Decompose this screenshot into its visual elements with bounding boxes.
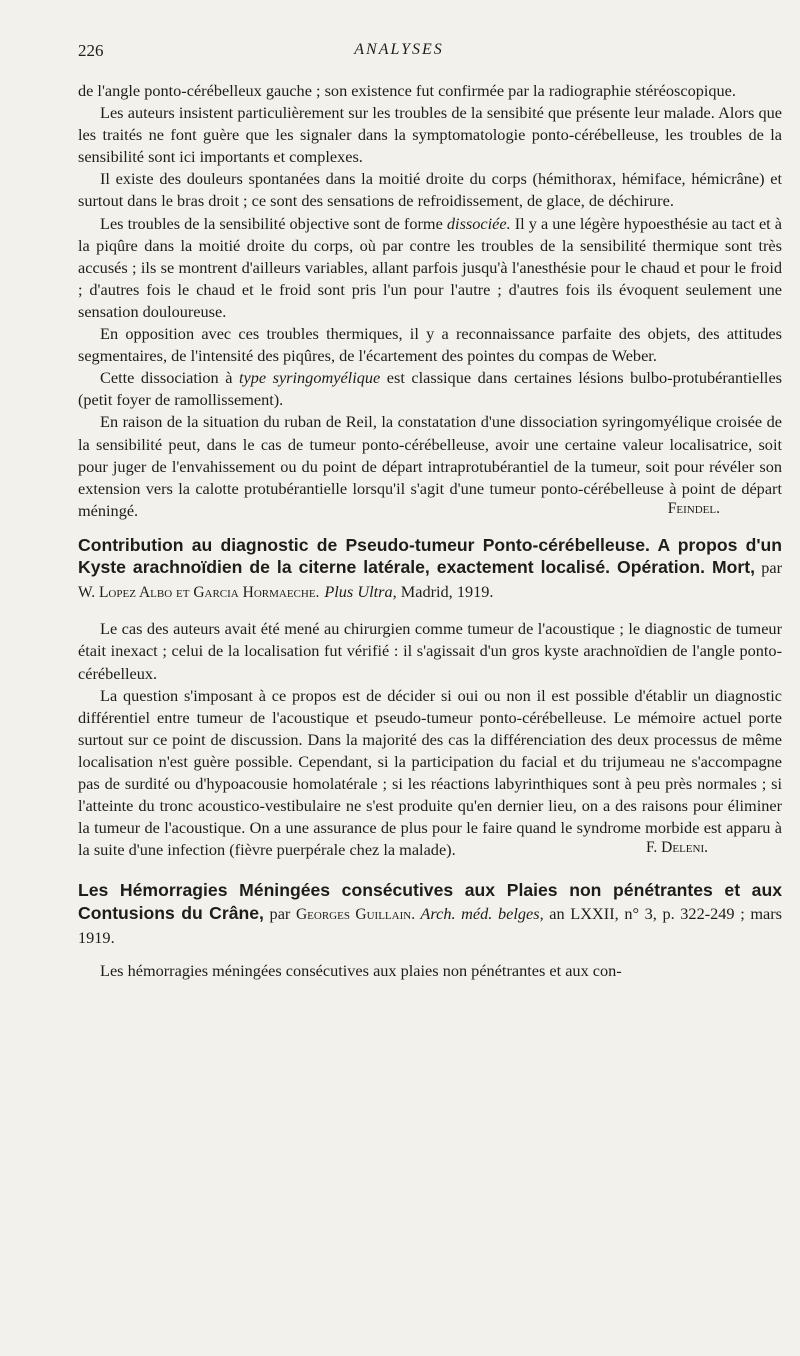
title-text: Les Hémorragies Méningées consécutives aux Plaies non pénétrantes et aux Contusions du Crâne, <box>78 880 782 923</box>
emphasis: dissociée. <box>446 213 511 233</box>
paragraph: Les hémorragies méningées consécutives aux plaies non pénétrantes et aux con- <box>100 960 622 980</box>
article-block <box>78 534 782 858</box>
paragraph <box>78 213 782 323</box>
paragraph: Il existe des douleurs spontanées dans la moitié droite du corps (hémithorax, hémiface, hémicrâne) et surtout dans le bras droit ; ce sont des sensations de refroidissement, de glace, de déchirure. <box>78 169 782 211</box>
article-block <box>78 879 782 982</box>
article-source: Arch. méd. belges, <box>415 903 544 923</box>
paragraph <box>78 367 782 411</box>
page-body <box>78 80 782 982</box>
paragraph: En opposition avec ces troubles thermiques, il y a reconnaissance parfaite des objets, des attitudes segmentaires, de l'intensité des piqûres, de l'écartement des pointes du compas de Weber. <box>78 324 782 366</box>
article-source-detail: Madrid, 1919. <box>396 581 494 601</box>
signature: Feindel. <box>667 499 720 517</box>
paragraph: Le cas des auteurs avait été mené au chirurgien comme tumeur de l'acoustique ; le diagnostic de tumeur était inexact ; celui de la localisation fut vérifié : il s'agissait d'un gros kyste arachnoïdien de l'angle ponto-cérébelleux. <box>78 619 782 683</box>
article-title <box>78 879 782 950</box>
text-run: Cette dissociation à <box>100 368 239 388</box>
emphasis: type syringomyélique <box>238 368 381 388</box>
par-text: par <box>263 903 296 923</box>
page-number: 226 <box>78 41 104 60</box>
spacer <box>78 604 782 618</box>
paragraph: La question s'imposant à ce propos est de décider si oui ou non il est possible d'établir un diagnostic différentiel entre tumeur de l'acoustique et pseudo-tumeur ponto-cérébelleuse. Le mémoire actuel porte surtout sur ce point de discussion. Dans la majorité des cas la différenciation des deux processus de même localisation n'est guère possible. Cependant, si la participation du facial et du trijumeau ne s'accompagne pas de surdité ou d'hypoacousie homolatérale ; si les réactions labyrinthiques sont à peu près normales ; si l'atteinte du tronc acoustico-vestibulaire ne s'est produite qu'en dernier lieu, on a des raisons pour éliminer la tumeur de l'acoustique. On a une assurance de plus pour le faire quand le syndrome morbide est apparu à la suite d'une infection (fièvre puerpérale chez la malade). <box>78 685 782 860</box>
spacer <box>78 950 782 960</box>
article-authors: W. Lopez Albo et Garcia Hormaeche. <box>78 583 320 601</box>
paragraph: Les auteurs insistent particulièrement sur les troubles de la sensibité que présente leur malade. Alors que les traités ne font guère que les signaler dans la symptomatologie ponto-cérébelleuse, les troubles de la sensibilité sont ici importants et complexes. <box>78 103 782 167</box>
signature: F. Deleni. <box>646 839 708 857</box>
text-run: Les troubles de la sensibilité objective sont de forme <box>100 213 447 233</box>
article-source: Plus Ultra, <box>324 581 397 601</box>
article-title <box>78 534 782 605</box>
title-text: Contribution au diagnostic de Pseudo-tumeur Ponto-cérébelleuse. A propos d'un Kyste arachnoïdien de la citerne latérale, exactement localisé. Opération. Mort, <box>78 534 782 578</box>
running-title: ANALYSES <box>354 41 444 58</box>
text-run: Il y a une légère hypoesthésie au tact et à la piqûre dans la moitié droite du corps, où par contre les troubles de la sensibilité thermique sont très accusés ; ils se montrent d'ailleurs variables, allant parfois jusqu'à l'anesthésie pour le chaud et pour le froid ; d'autres fois le chaud et le froid sont pris l'un pour l'autre ; d'autres fois ils évoquent seulement une sensation douloureuse. <box>78 213 783 321</box>
paragraph: de l'angle ponto-cérébelleux gauche ; son existence fut confirmée par la radiographie stéréoscopique. <box>78 81 736 100</box>
article-source-detail: an LXXII, n° 3, p. 322-249 ; mars 1919. <box>78 903 783 948</box>
text-run: est classique dans certaines lésions bulbo-protubérantielles (petit foyer de ramollissement). <box>78 368 783 410</box>
page-header <box>78 41 720 63</box>
article-authors: Georges Guillain. <box>295 905 416 923</box>
paragraph: En raison de la situation du ruban de Reil, la constatation d'une dissociation syringomyélique croisée de la sensibilité peut, dans le cas de tumeur ponto-cérébelleuse, avoir une certaine valeur localisatrice, soit pour juger de l'envahissement ou du point de départ intraprotubérantiel de la tumeur, soit pour révéler son extension vers la calotte protubérantielle lorsqu'il s'agit d'une tumeur ponto-cérébelleuse à point de départ méningé. <box>78 412 782 520</box>
par-text: par <box>755 558 782 578</box>
